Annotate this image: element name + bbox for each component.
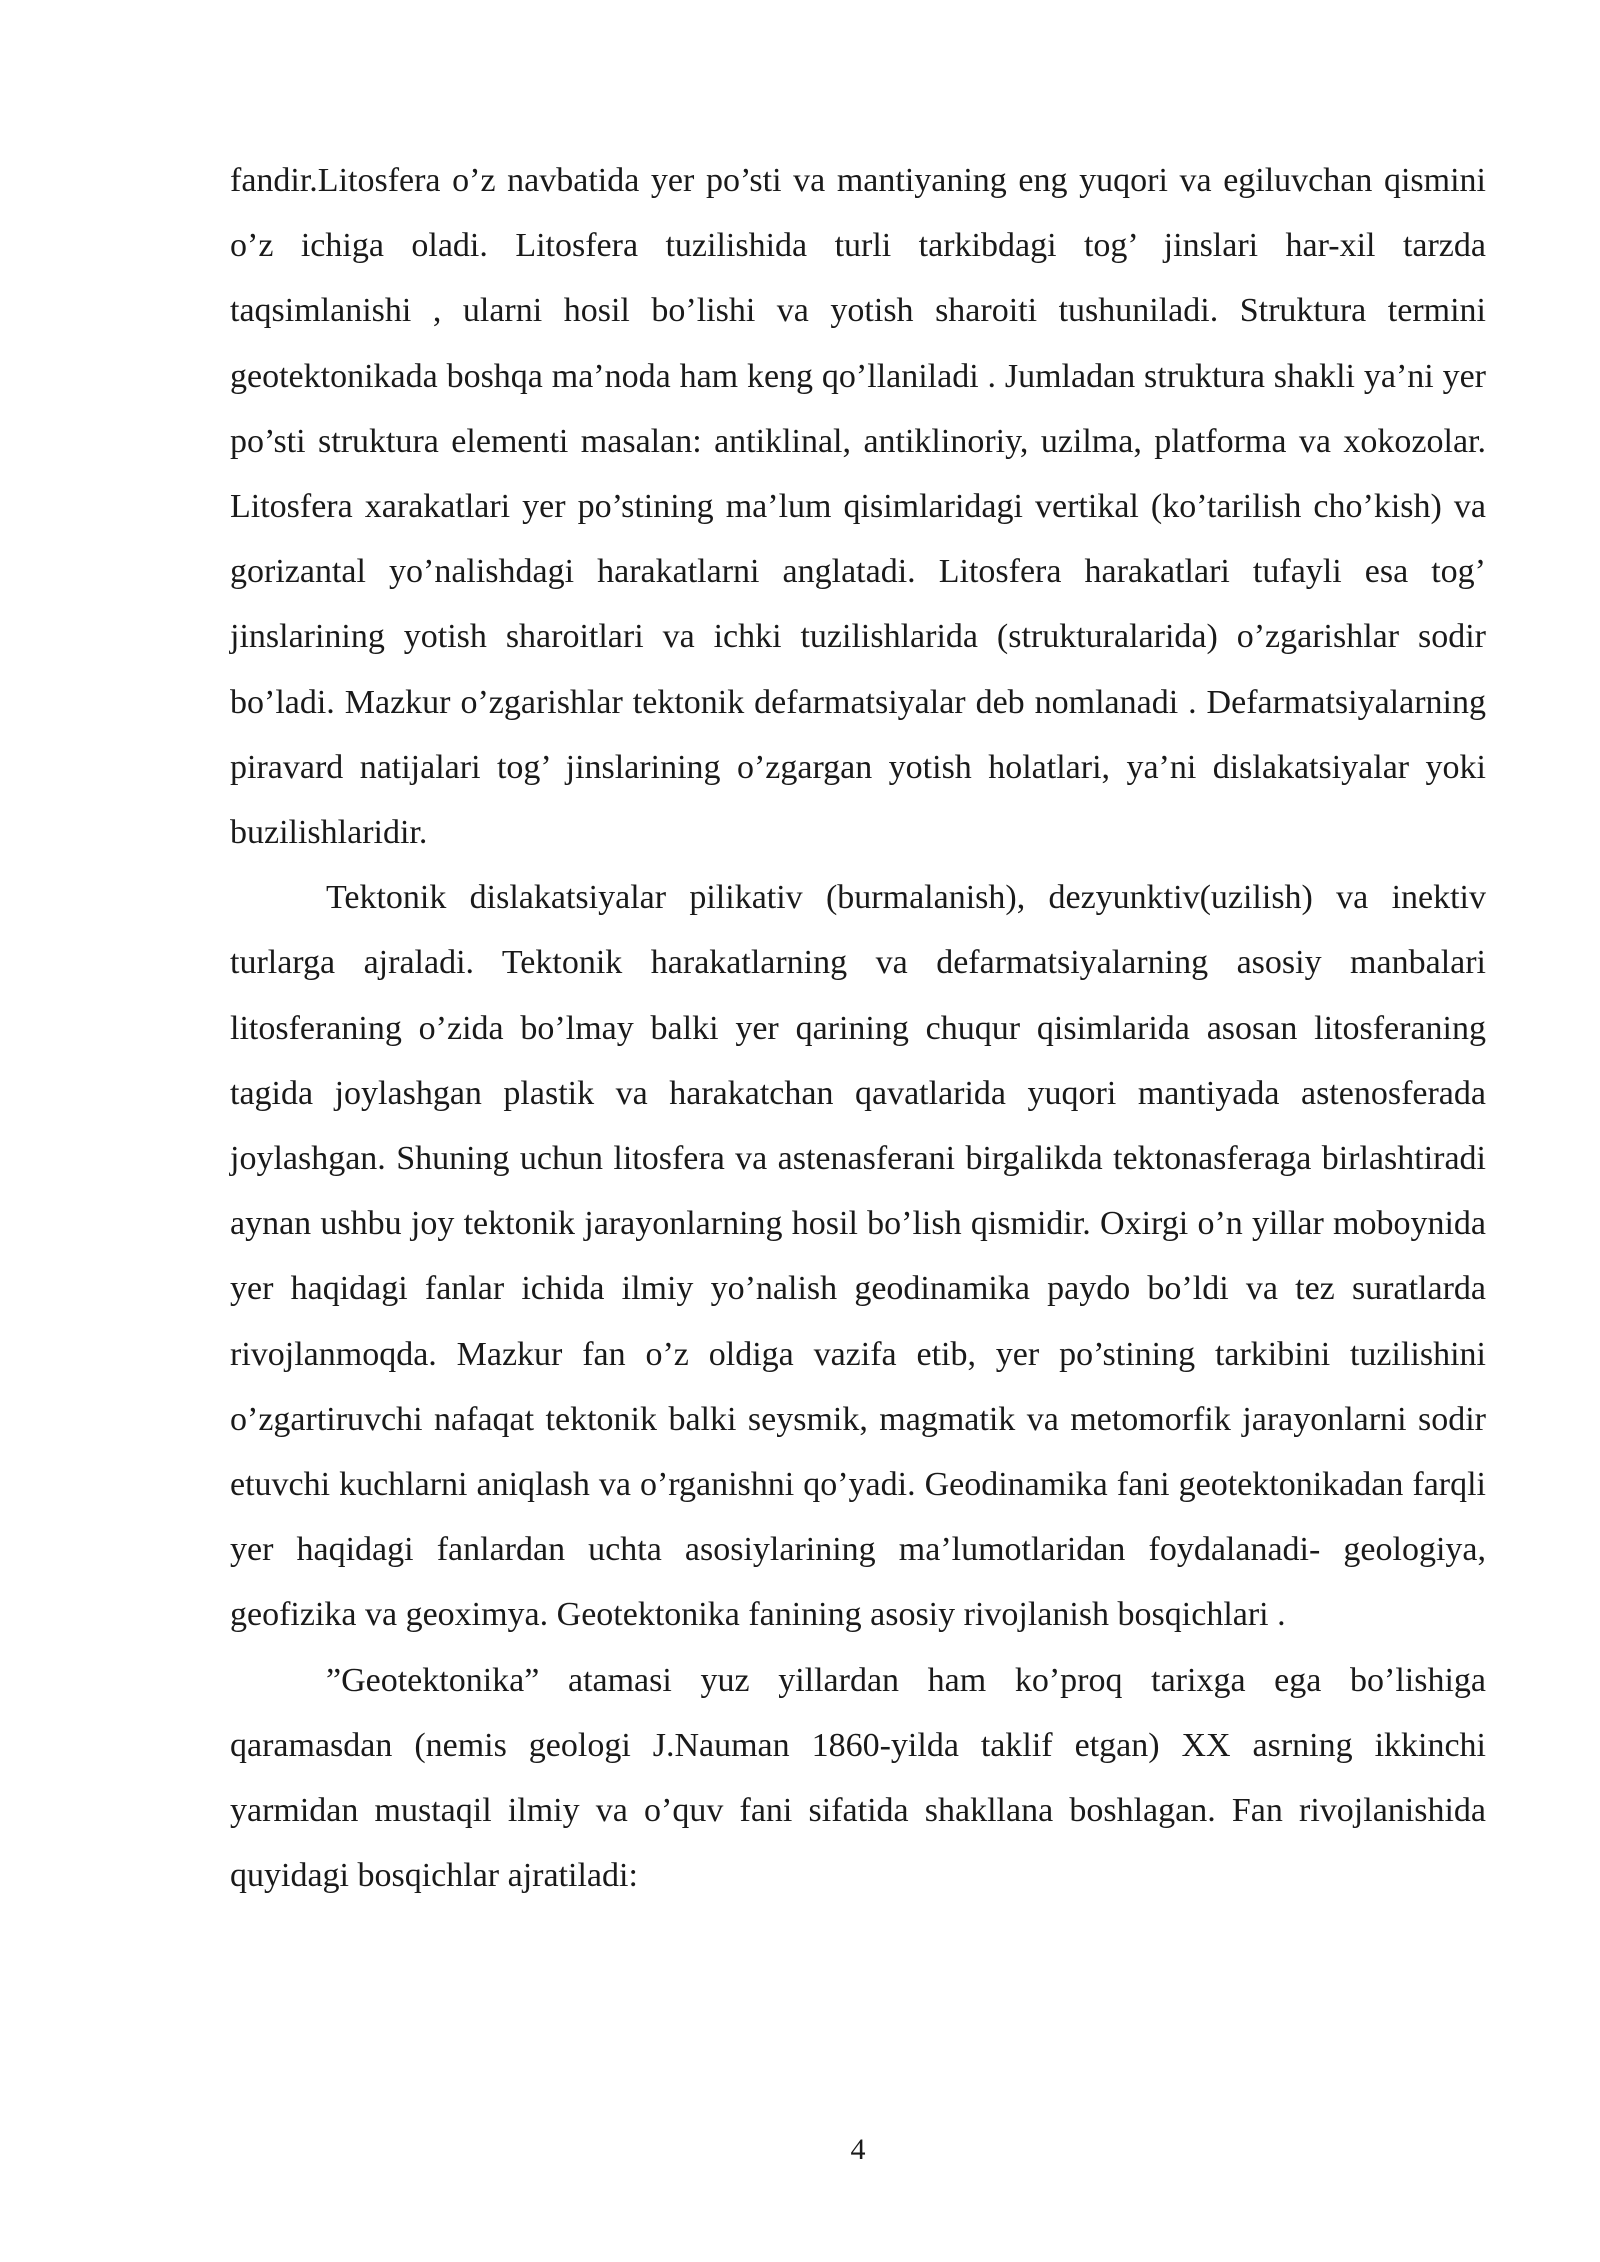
paragraph-2: Tektonik dislakatsiyalar pilikativ (burmalanish), dezyunktiv(uzilish) va inektiv turlarga ajraladi. Tektonik harakatlarning va defarmatsiyalarning asosiy manbalari litosferaning o’zida bo’lmay balki yer qarining chuqur qisimlarida asosan litosferaning tagida joylashgan plastik va harakatchan qavatlarida yuqori mantiyada astenosferada joylashgan. Shuning uchun litosfera va astenasferani birgalikda tektonasferaga birlashtiradi aynan ushbu joy tektonik jarayonlarning hosil bo’lish qismidir. Oxirgi o’n yillar moboynida yer haqidagi fanlar ichida ilmiy yo’nalish geodinamika paydo bo’ldi va tez suratlarda rivojlanmoqda. Mazkur fan o’z oldiga vazifa etib, yer po’stining tarkibini tuzilishini o’zgartiruvchi nafaqat tektonik balki seysmik, magmatik va metomorfik jarayonlarni sodir etuvchi kuchlarni aniqlash va o’rganishni qo’yadi. Geodinamika fani geotektonikadan farqli yer haqidagi fanlardan uchta asosiylarining ma’lumotlaridan foydalanadi- geologiya, geofizika va geoximya. Geotektonika fanining asosiy rivojlanish bosqichlari . (230, 879, 1486, 1634)
paragraph-3: ”Geotektonika” atamasi yuz yillardan ham ko’proq tarixga ega bo’lishiga qaramasdan (nemis geologi J.Nauman 1860-yilda taklif etgan) XX asrning ikkinchi yarmidan mustaqil ilmiy va o’quv fani sifatida shakllana boshlagan. Fan rivojlanishida quyidagi bosqichlar ajratiladi: (230, 1661, 1486, 1895)
paragraph-1: fandir.Litosfera o’z navbatida yer po’sti va mantiyaning eng yuqori va egiluvchan qismini o’z ichiga oladi. Litosfera tuzilishida turli tarkibdagi tog’ jinslari har-xil tarzda taqsimlanishi , ularni hosil bo’lishi va yotish sharoiti tushuniladi. Struktura termini geotektonikada boshqa ma’noda ham keng qo’llaniladi . Jumladan struktura shakli ya’ni yer po’sti struktura elementi masalan: antiklinal, antiklinoriy, uzilma, platforma va xokozolar. Litosfera xarakatlari yer po’stining ma’lum qisimlaridagi vertikal (ko’tarilish cho’kish) va gorizantal yo’nalishdagi harakatlarni anglatadi. Litosfera harakatlari tufayli esa tog’ jinslarining yotish sharoitlari va ichki tuzilishlarida (strukturalarida) o’zgarishlar sodir bo’ladi. Mazkur o’zgarishlar tektonik defarmatsiyalar deb nomlanadi . Defarmatsiyalarning piravard natijalari tog’ jinslarining o’zgargan yotish holatlari, ya’ni dislakatsiyalar yoki buzilishlaridir. (230, 162, 1486, 852)
page-number: 4 (850, 2133, 866, 2166)
body-text (230, 148, 1486, 1908)
